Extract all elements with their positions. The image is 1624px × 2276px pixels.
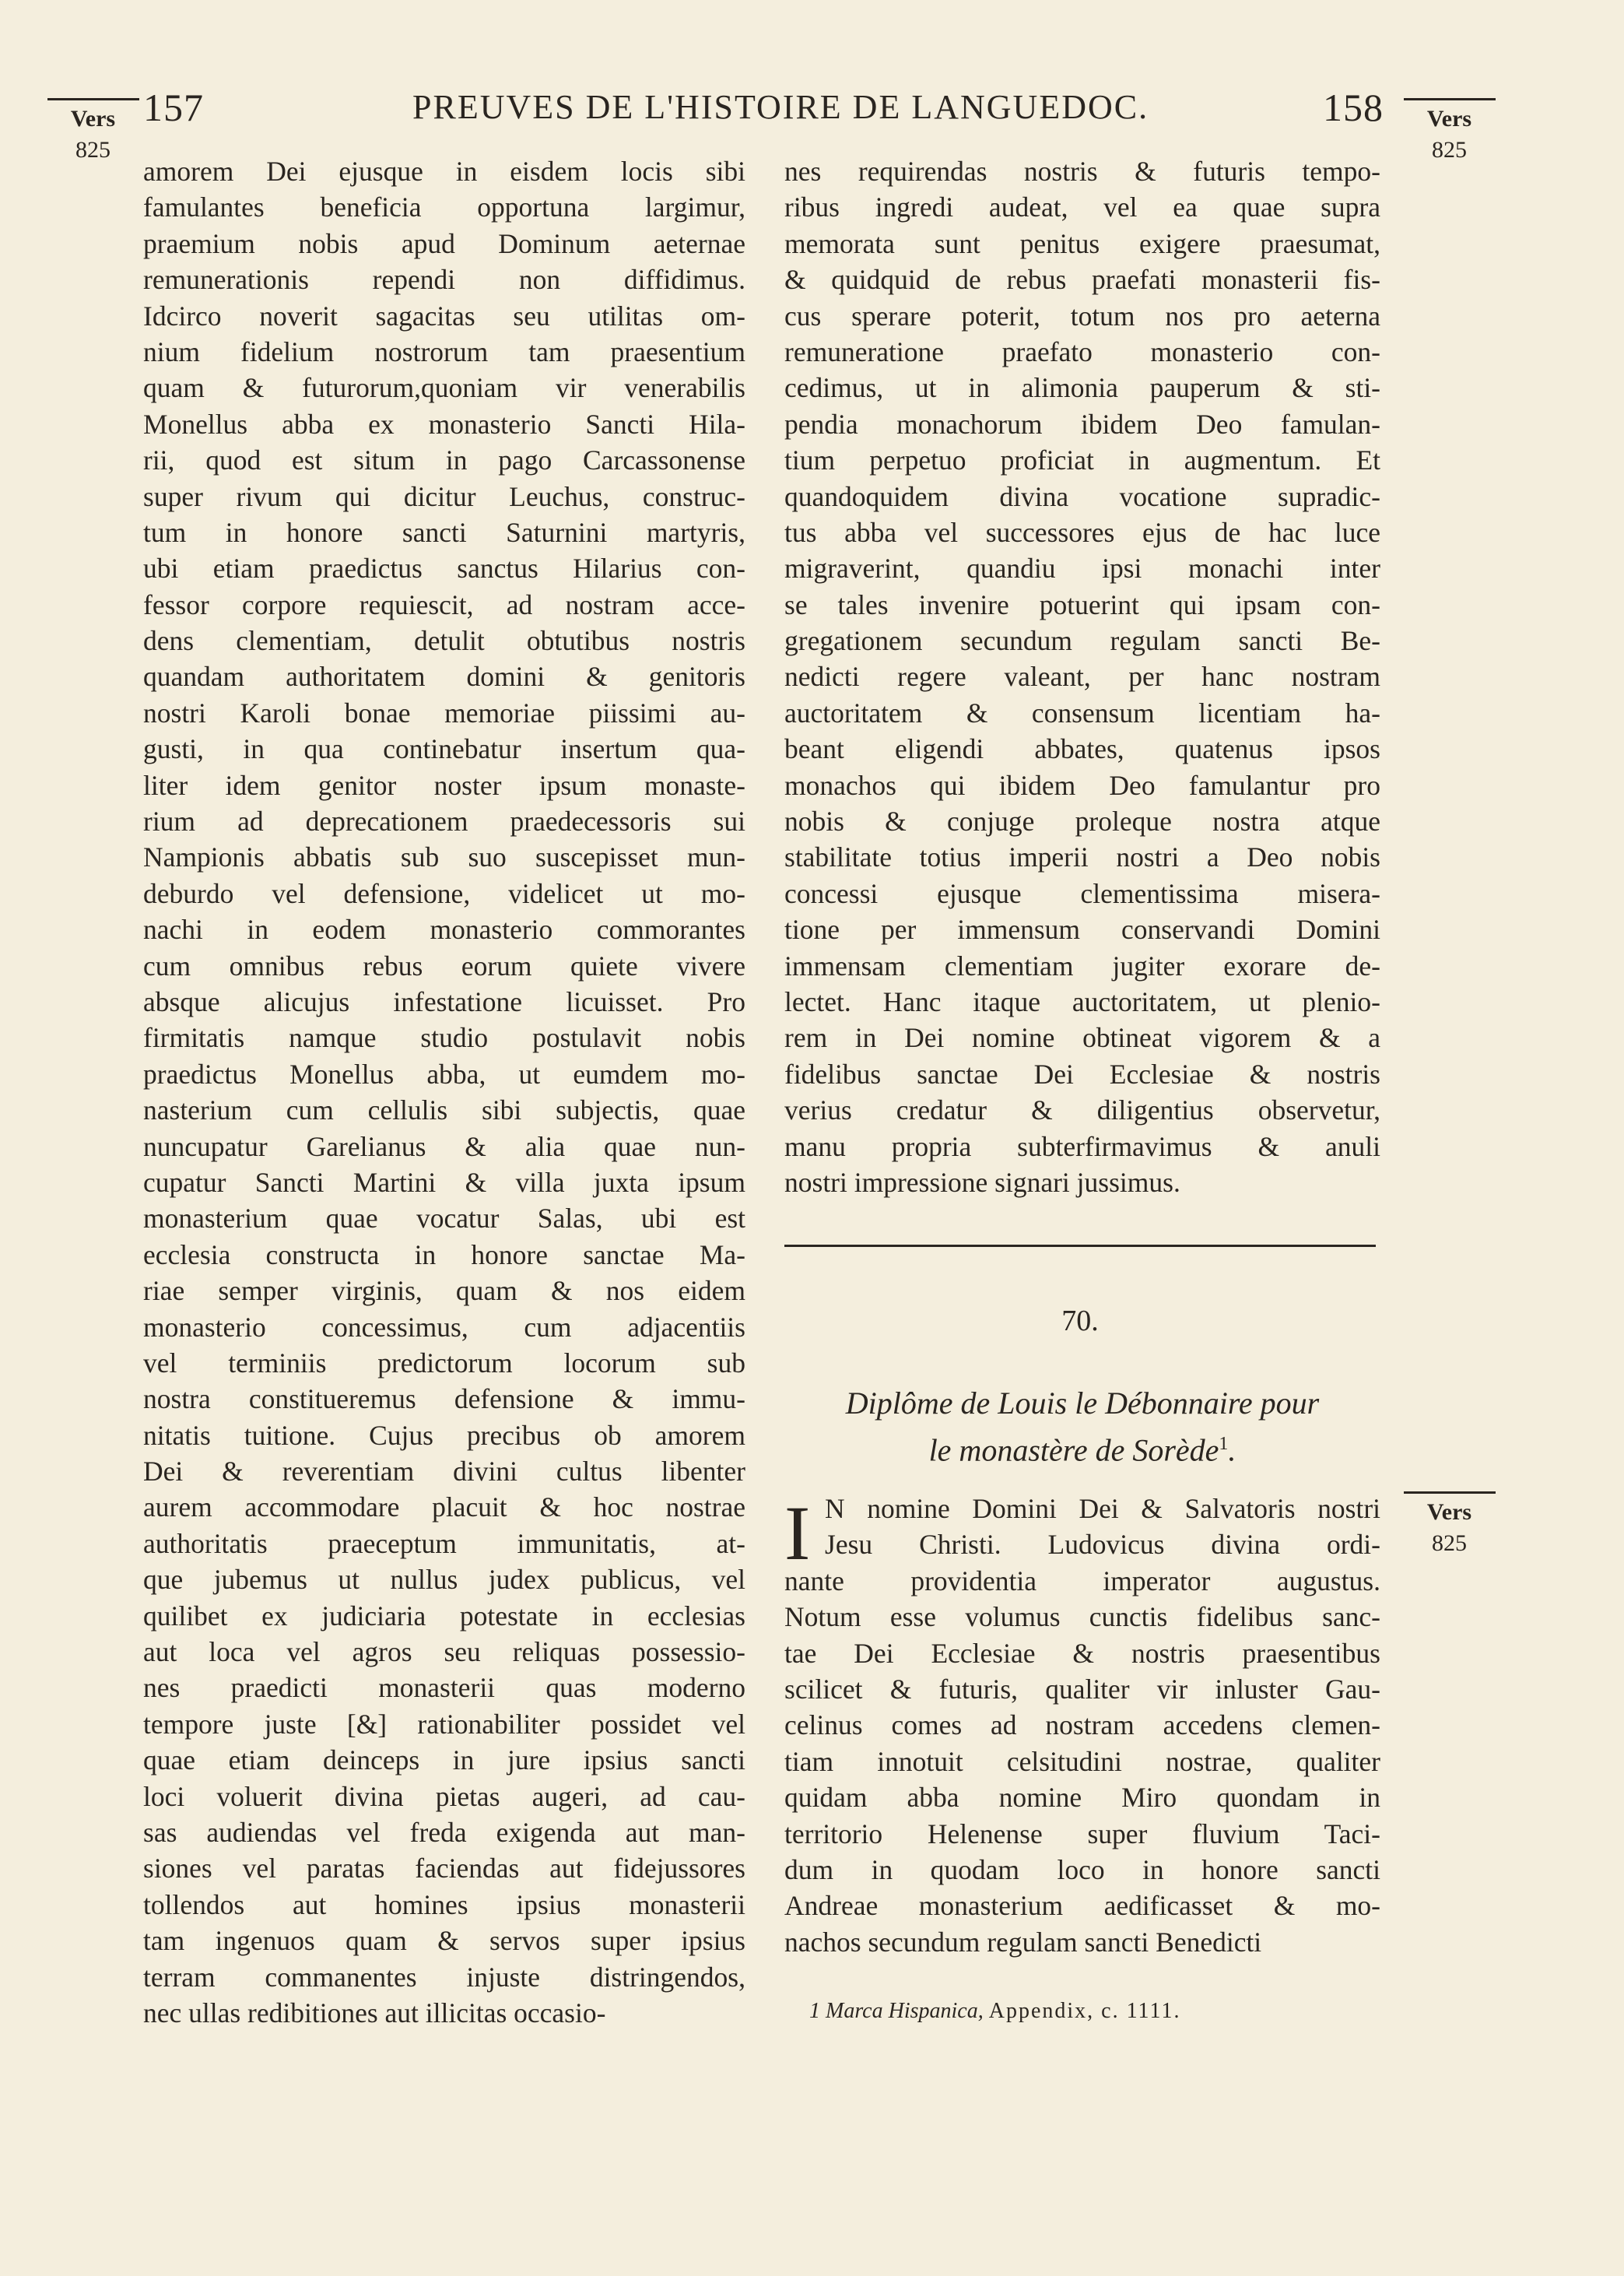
text-line: nostri Karoli bonae memoriae piissimi au- (143, 697, 745, 729)
margin-rule (1404, 1491, 1496, 1494)
text-line: cedimus, ut in alimonia pauperum & sti- (784, 372, 1380, 404)
document-title-line1: Diplôme de Louis le Débonnaire pour (845, 1386, 1320, 1421)
text-line: cum omnibus rebus eorum quiete vivere (143, 950, 745, 982)
text-line: quidam abba nomine Miro quondam in (784, 1782, 1380, 1814)
text-line: nitatis tuitione. Cujus precibus ob amorem (143, 1419, 745, 1451)
text-line: nium fidelium nostrorum tam praesentium (143, 335, 745, 367)
text-line: nec ullas redibitiones aut illicitas occasio- (143, 1997, 606, 2028)
text-line: fessor corpore requiescit, ad nostram acce- (143, 588, 745, 620)
footnote-marker: 1 (809, 1999, 820, 2023)
document-title (784, 1383, 1380, 1470)
text-line: deburdo vel defensione, videlicet ut mo- (143, 877, 745, 909)
text-line: beant eligendi abbates, quatenus ipsos (784, 733, 1380, 765)
text-line: rem in Dei nomine obtineat vigorem & a (784, 1022, 1380, 1054)
text-line: quandam authoritatem domini & genitoris (143, 661, 745, 693)
text-line: nes requirendas nostris & futuris tempo- (784, 156, 1380, 187)
text-line: monasterium quae vocatur Salas, ubi est (143, 1203, 745, 1235)
document-number: 70. (1061, 1305, 1099, 1337)
text-line: se tales invenire potuerint qui ipsam con- (784, 588, 1380, 620)
text-line: que jubemus ut nullus judex publicus, vel (143, 1564, 745, 1596)
text-line: monasterio concessimus, cum adjacentiis (143, 1311, 745, 1343)
margin-note-label: Vers (1426, 106, 1472, 132)
text-line: quandoquidem divina vocatione supradic- (784, 480, 1380, 512)
text-line: nes praedicti monasterii quas moderno (143, 1672, 745, 1704)
text-line: monachos qui ibidem Deo famulantur pro (784, 769, 1380, 801)
text-line: Nampionis abbatis sub suo suscepisset mun- (143, 841, 745, 873)
section-divider (784, 1245, 1376, 1247)
text-line: praedictus Monellus abba, ut eumdem mo- (143, 1058, 745, 1090)
text-line: siones vel paratas faciendas aut fidejussores (143, 1853, 745, 1884)
text-line: & quidquid de rebus praefati monasterii fis- (784, 264, 1380, 296)
text-line: absque alicujus infestatione licuisset. Pro (143, 985, 745, 1017)
text-line: nachos secundum regulam sancti Benedicti (784, 1926, 1262, 1958)
text-line: nostra constitueremus defensione & immu- (143, 1383, 745, 1415)
document-body-text (784, 1491, 1380, 1960)
text-line: riae semper virginis, quam & nos eidem (143, 1275, 745, 1307)
text-line: Idcirco noverit sagacitas seu utilitas om- (143, 300, 745, 332)
footnote-source: Marca Hispanica, (826, 1999, 984, 2023)
document-title-line2: le monastère de Sorède$^1$. (928, 1432, 1236, 1468)
text-line: cupatur Sancti Martini & villa juxta ipsum (143, 1166, 745, 1198)
margin-note-label: Vers (1426, 1499, 1472, 1525)
text-line: quae etiam deinceps in jure ipsius sancti (143, 1744, 745, 1776)
margin-note-right-middle (1401, 1491, 1498, 1559)
text-line: pendia monachorum ibidem Deo famulan- (784, 408, 1380, 440)
text-line: ubi etiam praedictus sanctus Hilarius con- (143, 553, 745, 585)
text-line: concessi ejusque clementissima misera- (784, 877, 1380, 909)
right-text-column (784, 153, 1380, 1200)
text-line: super rivum qui dicitur Leuchus, construc- (143, 480, 745, 512)
text-line: N nomine Domini Dei & Salvatoris nostri (825, 1493, 1380, 1524)
text-line: ecclesia constructa in honore sanctae Ma- (143, 1238, 745, 1270)
text-line: quam & futurorum,quoniam vir venerabilis (143, 372, 745, 404)
text-line: memorata sunt penitus exigere praesumat, (784, 227, 1380, 259)
text-line: vel terminiis predictorum locorum sub (143, 1347, 745, 1379)
text-line: Andreae monasterium aedificasset & mo- (784, 1890, 1380, 1922)
text-line: tum in honore sancti Saturnini martyris, (143, 516, 745, 548)
text-line: tium perpetuo proficiat in augmentum. Et (784, 444, 1380, 476)
text-line: quilibet ex judiciaria potestate in ecclesias (143, 1600, 745, 1631)
text-line: manu propria subterfirmavimus & anuli (784, 1130, 1380, 1162)
margin-rule (47, 98, 139, 100)
text-line: authoritatis praeceptum immunitatis, at- (143, 1527, 745, 1559)
text-line: auctoritatem & consensum licentiam ha- (784, 697, 1380, 729)
text-line: Monellus abba ex monasterio Sancti Hila- (143, 408, 745, 440)
text-line: lectet. Hanc itaque auctoritatem, ut plenio- (784, 985, 1380, 1017)
left-page-number: 157 (143, 86, 204, 129)
text-line: territorio Helenense super fluvium Taci- (784, 1818, 1380, 1849)
text-line: rii, quod est situm in pago Carcassonense (143, 444, 745, 476)
text-line: Jesu Christi. Ludovicus divina ordi- (825, 1529, 1380, 1561)
text-line: tiam innotuit celsitudini nostrae, qualiter (784, 1745, 1380, 1777)
text-line: nachi in eodem monasterio commorantes (143, 914, 745, 946)
left-text-column (143, 153, 745, 2031)
running-title: PREUVES DE L'HISTOIRE DE LANGUEDOC. (412, 88, 1149, 126)
text-line: sas audiendas vel freda exigenda aut man- (143, 1816, 745, 1848)
text-line: ribus ingredi audeat, vel ea quae supra (784, 191, 1380, 223)
text-line: dens clementiam, detulit obtutibus nostris (143, 625, 745, 657)
text-line: tollendos aut homines ipsius monasterii (143, 1888, 745, 1920)
text-line: nobis & conjuge proleque nostra atque (784, 806, 1380, 838)
text-line: nante providentia imperator augustus. (784, 1565, 1380, 1596)
right-page-number: 158 (1323, 86, 1384, 129)
text-line: verius credatur & diligentius observetur, (784, 1094, 1380, 1126)
text-line: liter idem genitor noster ipsum monaste- (143, 769, 745, 801)
footnote-reference: Appendix, c. 1111. (988, 1999, 1181, 2023)
text-line: aut loca vel agros seu reliquas possessio- (143, 1636, 745, 1668)
text-line: terram commanentes injuste distringendos, (143, 1961, 745, 1993)
footnote (809, 1999, 1180, 2024)
margin-note-date: 825 (1432, 1530, 1467, 1556)
text-line: nuncupatur Garelianus & alia quae nun- (143, 1130, 745, 1162)
margin-note-date: 825 (75, 137, 110, 163)
text-line: stabilitate totius imperii nostri a Deo nobis (784, 841, 1380, 873)
text-line: dum in quodam loco in honore sancti (784, 1853, 1380, 1885)
margin-note-left-top (44, 98, 142, 166)
text-line: praemium nobis apud Dominum aeternae (143, 227, 745, 259)
text-line: Dei & reverentiam divini cultus libenter (143, 1456, 745, 1487)
text-line: tae Dei Ecclesiae & nostris praesentibus (784, 1637, 1380, 1669)
text-line: rium ad deprecationem praedecessoris sui (143, 806, 745, 838)
text-line: firmitatis namque studio postulavit nobis (143, 1022, 745, 1054)
text-line: tam ingenuos quam & servos super ipsius (143, 1925, 745, 1957)
text-line: nasterium cum cellulis sibi subjectis, quae (143, 1094, 745, 1126)
text-line: celinus comes ad nostram accedens clemen- (784, 1709, 1380, 1741)
text-line: migraverint, quandiu ipsi monachi inter (784, 553, 1380, 585)
text-line: tus abba vel successores ejus de hac luce (784, 516, 1380, 548)
text-line: famulantes beneficia opportuna largimur, (143, 191, 745, 223)
text-line: nedicti regere valeant, per hanc nostram (784, 661, 1380, 693)
text-line: gregationem secundum regulam sancti Be- (784, 625, 1380, 657)
text-line: loci voluerit divina pietas augeri, ad cau- (143, 1780, 745, 1812)
text-line: scilicet & futuris, qualiter vir inluster Gau- (784, 1673, 1380, 1705)
text-line: nostri impressione signari jussimus. (784, 1166, 1180, 1198)
text-line: aurem accommodare placuit & hoc nostrae (143, 1491, 745, 1523)
margin-rule (1404, 98, 1496, 100)
text-line: tempore juste [&] rationabiliter possidet vel (143, 1708, 745, 1740)
title-footnote-marker: 1 (1219, 1434, 1229, 1454)
text-line: amorem Dei ejusque in eisdem locis sibi (143, 156, 745, 187)
text-line: cus sperare poterit, totum nos pro aeterna (784, 300, 1380, 332)
text-line: Notum esse volumus cunctis fidelibus sanc- (784, 1601, 1380, 1633)
margin-note-label: Vers (70, 106, 116, 132)
text-line: fidelibus sanctae Dei Ecclesiae & nostris (784, 1058, 1380, 1090)
document-title-line2-text: le monastère de Sorède (928, 1432, 1219, 1468)
margin-note-date: 825 (1432, 137, 1467, 163)
drop-capital: I (784, 1490, 811, 1576)
text-line: tione per immensum conservandi Domini (784, 914, 1380, 946)
text-line: immensam clementiam jugiter exorare de- (784, 950, 1380, 982)
text-line: remuneratione praefato monasterio con- (784, 335, 1380, 367)
text-line: gusti, in qua continebatur insertum qua- (143, 733, 745, 765)
text-line: remunerationis rependi non diffidimus. (143, 264, 745, 296)
margin-note-right-top (1401, 98, 1498, 166)
